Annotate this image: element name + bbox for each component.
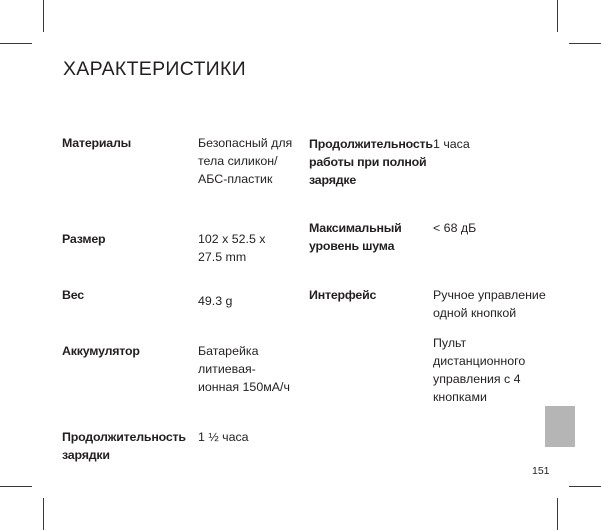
spec-label-run-time: Продолжительность работы при полной зарядке [309, 137, 433, 187]
spec-label-materials: Материалы [62, 136, 132, 150]
spec-value-charge-time: 1 ½ часа [198, 430, 249, 444]
spec-label-charge-time: Продолжительность зарядки [62, 430, 186, 462]
spec-value-size: 102 x 52.5 x 27.5 mm [198, 232, 266, 264]
crop-mark [569, 486, 601, 487]
spec-label-weight: Вес [62, 288, 84, 302]
spec-value-materials: Безопасный для тела силикон/ АБС-пластик [198, 136, 293, 186]
spec-label-battery: Аккумулятор [62, 344, 140, 358]
spec-value-weight: 49.3 g [198, 294, 233, 308]
page-number: 151 [532, 465, 550, 477]
spec-label-interface: Интерфейс [309, 288, 377, 302]
spec-value-battery: Батарейка литиевая-ионная 150мА/ч [198, 344, 290, 394]
crop-mark [0, 486, 32, 487]
crop-mark [43, 498, 44, 530]
spec-label-size: Размер [62, 232, 106, 246]
section-tab [545, 406, 575, 447]
crop-mark [557, 498, 558, 530]
spec-value-noise: < 68 дБ [433, 221, 477, 235]
crop-mark [557, 0, 558, 32]
page-title: ХАРАКТЕРИСТИКИ [63, 58, 246, 80]
spec-label-noise: Максимальный уровень шума [309, 221, 402, 253]
crop-mark [43, 0, 44, 32]
spec-value-interface-manual: Ручное управление одной кнопкой [433, 288, 546, 320]
spec-value-run-time: 1 часа [433, 137, 470, 151]
crop-mark [0, 43, 32, 44]
crop-mark [569, 43, 601, 44]
spec-value-interface-remote: Пульт дистанционного управления с 4 кнопками [433, 336, 526, 404]
